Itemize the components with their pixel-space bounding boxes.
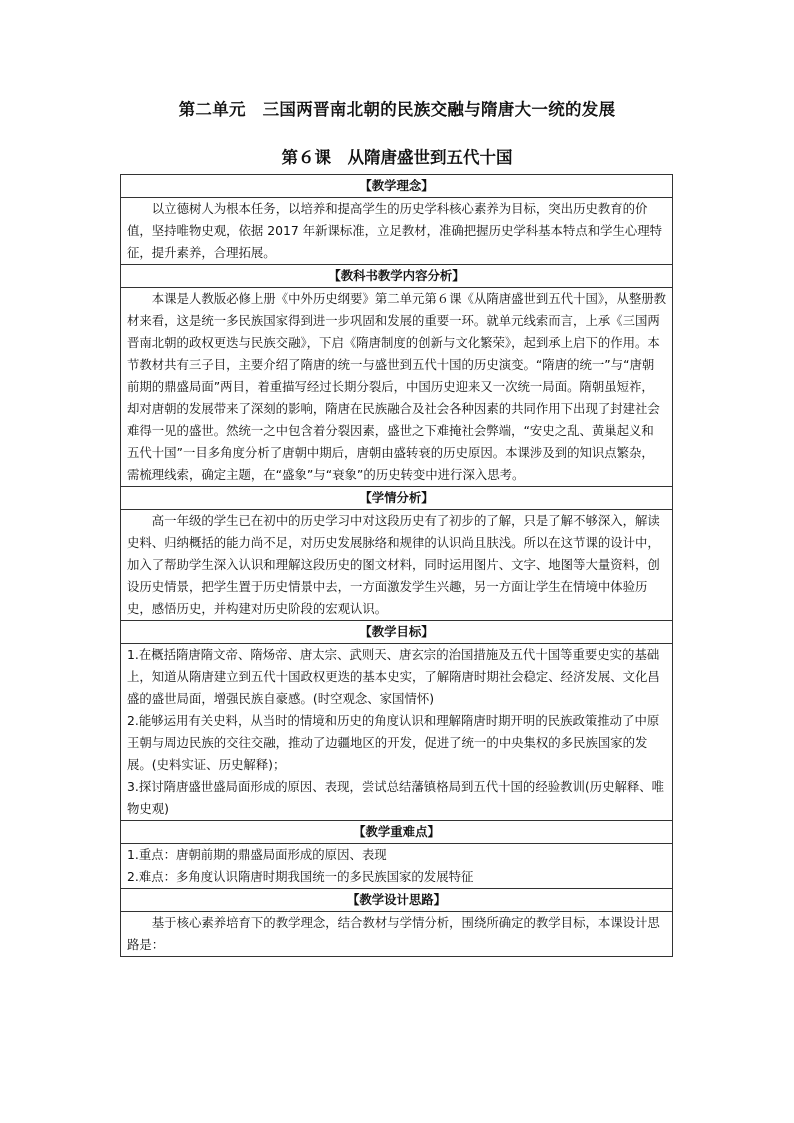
- goal-item-3: 3.探讨隋唐盛世盛局面形成的原因、表现，尝试总结藩镇格局到五代十国的经验教训(历史解释、唯物史观): [127, 779, 665, 816]
- section-body-students: [121, 510, 673, 621]
- section-heading-concept: 【教学理念】: [121, 175, 673, 198]
- section-heading-goals: 【教学目标】: [121, 621, 673, 644]
- keypoint-item-2: 2.难点：多角度认识隋唐时期我国统一的多民族国家的发展特征: [127, 869, 474, 884]
- students-paragraph: 高一年级的学生已在初中的历史学习中对这段历史有了初步的了解，只是了解不够深入，解读史料、归纳概括的能力尚不足，对历史发展脉络和规律的认识尚且肤浅。所以在这节课的设计中，加入了帮助学生深入认识和理解这段历史的图文材料，同时运用图片、文字、地图等大量资料，创设历史情景，把学生置于历史情景中去，一方面激发学生兴趣，另一方面让学生在情境中体验历史，感悟历史，并构建对历史阶段的宏观认识。: [127, 513, 660, 616]
- section-body-goals: [121, 644, 673, 821]
- section-body-keypoints: [121, 844, 673, 889]
- goal-item-2: 2.能够运用有关史料，从当时的情境和历史的角度认识和理解隋唐时期开明的民族政策推动了中原王朝与周边民族的交往交融，推动了边疆地区的开发，促进了统一的中央集权的多民族国家的发展。(史料实证、历史解释)；: [127, 713, 660, 772]
- goal-item-1: 1.在概括隋唐隋文帝、隋炀帝、唐太宗、武则天、唐玄宗的治国措施及五代十国等重要史实的基础上，知道从隋唐建立到五代十国政权更迭的基本史实，了解隋唐时期社会稳定、经济发展、文化昌盛的盛世局面，增强民族自豪感。(时空观念、家国情怀): [127, 647, 660, 706]
- section-heading-textbook: 【教科书教学内容分析】: [121, 265, 673, 288]
- design-paragraph: 基于核心素养培育下的教学理念，结合教材与学情分析，围绕所确定的教学目标，本课设计思路是：: [127, 915, 660, 952]
- section-body-textbook: [121, 288, 673, 487]
- textbook-paragraph: 本课是人教版必修上册《中外历史纲要》第二单元第６课《从隋唐盛世到五代十国》，从整册教材来看，这是统一多民族国家得到进一步巩固和发展的重要一环。就单元线索而言，上承《三国两晋南北朝的政权更迭与民族交融》，下启《隋唐制度的创新与文化繁荣》，起到承上启下的作用。本节教材共有三子目，主要介绍了隋唐的统一与盛世到五代十国的历史演变。“隋唐的统一”与“唐朝前期的鼎盛局面”两目，着重描写经过长期分裂后，中国历史迎来又一次统一局面。隋朝虽短祚，却对唐朝的发展带来了深刻的影响，隋唐在民族融合及社会各种因素的共同作用下出现了封建社会难得一见的盛世。然统一之中包含着分裂因素，盛世之下难掩社会弊端，“安史之乱、黄巢起义和五代十国”一目多角度分析了唐朝中期后，唐朝由盛转衰的历史原因。本课涉及到的知识点繁杂，需梳理线索，确定主题，在“盛象”与“衰象”的历史转变中进行深入思考。: [127, 291, 667, 482]
- section-heading-design: 【教学设计思路】: [121, 889, 673, 912]
- unit-title: 第二单元 三国两晋南北朝的民族交融与隋唐大一统的发展: [178, 100, 616, 119]
- lesson-title: 第６课 从隋唐盛世到五代十国: [281, 148, 513, 167]
- lesson-plan-table: [120, 174, 673, 957]
- section-heading-keypoints: 【教学重难点】: [121, 821, 673, 844]
- concept-paragraph: 以立德树人为根本任务，以培养和提高学生的历史学科核心素养为目标，突出历史教育的价值，坚持唯物史观，依据 2017 年新课标准，立足教材，准确把握历史学科基本特点和学生心理特征，提升素养，合理拓展。: [127, 201, 663, 260]
- section-body-concept: [121, 198, 673, 265]
- keypoint-item-1: 1.重点：唐朝前期的鼎盛局面形成的原因、表现: [127, 847, 387, 862]
- section-body-design: [121, 912, 673, 957]
- section-heading-students: 【学情分析】: [121, 487, 673, 510]
